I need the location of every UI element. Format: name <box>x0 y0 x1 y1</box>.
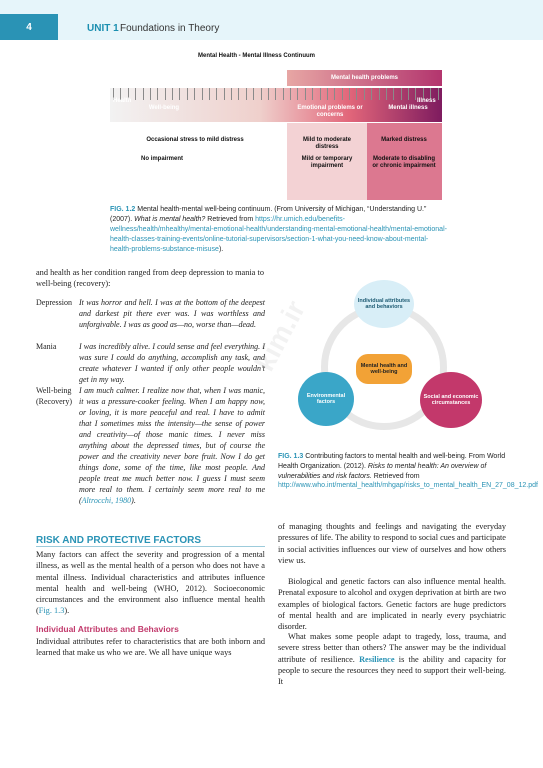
right-paragraph-3-text: What makes some people adapt to tragedy, loss, trauma, and severe stress better than others? The answer may be the individual attribute of resilience. <box>278 632 506 664</box>
node-individual-attributes: Individual attributes and behaviors <box>354 280 414 328</box>
wellbeing-row-impairment: No impairment <box>140 156 183 162</box>
quote-wellbeing <box>79 385 265 506</box>
caption-link[interactable]: https://hr.umich.edu/benefits-wellness/health/mhealthy/mental-emotional-health/understanding-mental-emotional-health/mental-emotional-health-classes-training-events/online-tutorial-supervisors/section-1-what-you-need-know-about-mental-health-problems-substance-misuse <box>110 216 447 253</box>
node-social-economic: Social and economic circumstances <box>420 372 482 428</box>
figure-1-2-caption <box>110 205 448 255</box>
emotional-row-impairment: Mild or temporary impairment <box>301 156 353 169</box>
risk-paragraph-text: Many factors can affect the severity and progression of a mental illness, as well as the mental health of a person who does not have a mental illness. Individual characteristics and attributes influence mental health and well-being (WHO, 2012). Socioeconomic circumstances and the environment also influence mental health ( <box>36 550 265 616</box>
mental-health-problems-band: Mental health problems <box>287 70 442 86</box>
right-paragraph-2: Biological and genetic factors can also influence mental health. Prenatal exposure to alcohol and oxygen deprivation at birth are two examples of biological factors. Genetic factors are huge predictors of mental health and are implicated in nearly every psychiatric disorder. <box>278 577 506 632</box>
caption-end: ). <box>218 246 224 253</box>
illness-row-impairment: Moderate to disabling or chronic impairment <box>372 156 436 169</box>
illness-row-distress: Marked distress <box>381 137 427 143</box>
figure-1-3-caption <box>278 452 538 491</box>
caption-text: Mental health-mental well-being continuum. (From University of Michigan, “Understanding U.” (2007). <box>110 206 427 223</box>
risk-paragraph <box>36 549 265 617</box>
fig3-caption-text: Contributing factors to mental health and well-being. From World Health Organization. (2012). <box>278 453 506 470</box>
mental-illness-label: Mental illness <box>388 105 428 111</box>
intro-paragraph: and health as her condition ranged from deep depression to mania to well-being (recovery): <box>36 268 264 289</box>
caption-text-2: Retrieved from <box>205 216 256 223</box>
figure-3-label: FIG. 1.3 <box>278 453 304 460</box>
unit-title: Foundations in Theory <box>120 23 220 34</box>
quote-wellbeing-text: I am much calmer. I realize now that, when I was manic, it was a pressure-cooker feeling. When I am happy now, or loving, it is more peaceful and real. I have to admit that I sometimes miss the intensity—the sense of power and creativity—of those manic times. I never miss anything about the depressed times, but of course the power and the creativity never bore fruit. Now I do get things done, some of the time, like most people. And people treat me much better now. I guess I must seem more real to them. I certainly seem more real to me ( <box>79 386 265 505</box>
quote-citation-link[interactable]: Altrocchi, 1980 <box>81 496 132 505</box>
fig3-caption-text-2: Retrieved from <box>371 472 420 480</box>
attributes-paragraph: Individual attributes refer to characteristics that are both inborn and learned that make us who we are. We all have unique ways <box>36 637 265 658</box>
resilience-term: Resilience <box>359 654 395 664</box>
health-label: Health <box>113 98 132 104</box>
section-rule <box>36 546 265 547</box>
risk-paragraph-end: ). <box>64 606 70 616</box>
node-environmental-factors: Environmental factors <box>298 372 354 426</box>
right-paragraph-3-end: is the ability and capacity for people to secure the resources they need to support their well-being. It <box>278 654 506 687</box>
emotional-problems-label: Emotional problems or concerns <box>297 105 363 118</box>
page-header <box>0 0 543 40</box>
unit-label: UNIT 1 <box>87 23 119 34</box>
quote-mania: I was incredibly alive. I could sense and feel everything. I was sure I could do anything, accomplish any task, and create whatever I wanted if only other people wouldn’t get in my way. <box>79 342 265 384</box>
continuum-ticks <box>110 88 442 100</box>
quote-label-wellbeing: Well-being (Recovery) <box>36 386 72 406</box>
figure-reference-link[interactable]: Fig. 1.3 <box>38 606 65 616</box>
quote-label-depression: Depression <box>36 298 72 307</box>
fig3-caption-link[interactable]: http://www.who.int/mental_health/mhgap/risks_to_mental_health_EN_27_08_12.pdf <box>278 482 538 490</box>
fig3-caption-italic: Risks to mental health: An overview of vulnerabilities and risk factors. <box>278 462 487 480</box>
node-mental-health: Mental health and well-being <box>356 354 412 384</box>
page-number: 4 <box>0 14 58 40</box>
quote-label-mania: Mania <box>36 342 57 351</box>
watermark-text: kim.ir <box>248 295 312 377</box>
wellbeing-row-distress: Occasional stress to mild distress <box>146 137 244 143</box>
emotional-row-distress: Mild to moderate distress <box>302 137 351 150</box>
right-paragraph-3 <box>278 631 506 687</box>
figure-title: Mental Health - Mental Illness Continuum <box>198 53 316 59</box>
quote-end: ). <box>131 496 136 505</box>
quote-depression: It was horror and hell. I was at the bottom of the deepest and darkest pit there ever was. I was worthless and unforgivable. I was as good as—no, worse than—dead. <box>79 298 265 329</box>
section-heading: RISK AND PROTECTIVE FACTORS <box>36 535 202 546</box>
subsection-heading: Individual Attributes and Behaviors <box>36 624 179 634</box>
illness-label: Illness <box>417 98 436 104</box>
wellbeing-label: Well-being <box>148 105 180 111</box>
caption-italic: What is mental health? <box>134 216 206 223</box>
right-paragraph-1: of managing thoughts and feelings and navigating the everyday pressures of life. The ability to respond to social cues and participate in social activities influences our view of ourselves and how others view us. <box>278 522 506 565</box>
figure-label: FIG. 1.2 <box>110 206 136 213</box>
